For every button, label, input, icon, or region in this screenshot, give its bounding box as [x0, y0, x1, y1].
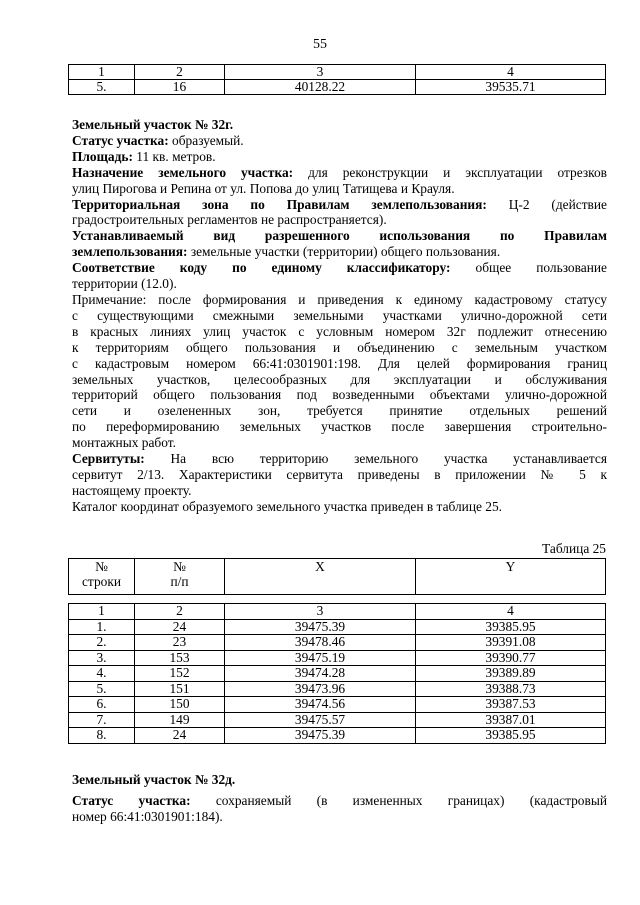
label: Площадь:	[72, 148, 133, 164]
header-text: Y	[505, 559, 516, 574]
table-cell: 150	[135, 697, 225, 713]
value: образуемый.	[168, 132, 244, 148]
table-cell: 6.	[69, 697, 135, 713]
table-cell: 5.	[69, 80, 135, 95]
header-text: строки	[81, 574, 122, 589]
label: Назначение земельного участка:	[72, 164, 294, 180]
table-cell: 4	[416, 604, 606, 620]
table-cell: 151	[135, 681, 225, 697]
table-row	[69, 635, 606, 651]
table-cell: 7.	[69, 712, 135, 728]
servitude-line-2: сервитут 2/13. Характеристики сервитута приведены в приложении № 5 к	[72, 466, 607, 482]
value: На всю территорию земельного участка устанавливается	[144, 451, 607, 467]
table-cell: 1	[69, 65, 135, 80]
value: 11 кв. метров.	[132, 148, 216, 164]
note-line: территорий общего пользования под возведенными объектами улично-дорожной	[72, 387, 607, 403]
table-cell: 1	[69, 604, 135, 620]
note-line: в красных линиях улиц участок с условным номером 32г подлежит отнесению	[72, 323, 607, 339]
table25-header	[68, 558, 606, 595]
table-cell: 3	[225, 604, 416, 620]
status-line-2: номер 66:41:0301901:184).	[72, 808, 223, 824]
label: Статус участка:	[72, 792, 191, 808]
table-row	[69, 697, 606, 713]
table-cell: 2.	[69, 635, 135, 651]
table-cell: 39389.89	[416, 666, 606, 682]
table-cell: 39475.39	[225, 728, 416, 744]
purpose-line	[72, 165, 607, 181]
table-cell: 39390.77	[416, 650, 606, 666]
use-label-line: Устанавливаемый вид разрешенного использования по Правилам	[72, 228, 607, 244]
table-cell: 39474.56	[225, 697, 416, 713]
table-cell: 40128.22	[225, 80, 416, 95]
continued-table	[68, 64, 606, 95]
table-cell: 39387.01	[416, 712, 606, 728]
code-line	[72, 260, 607, 276]
header-text: №	[95, 559, 108, 574]
table-cell: 4	[416, 65, 606, 80]
note-line: по переформированию земельных участков после завершения строительно-	[72, 419, 607, 435]
table-cell: 24	[135, 619, 225, 635]
note-line: с кадастровым номером 66:41:0301901:198. Для целей формирования границ	[72, 355, 607, 371]
table-cell: 3	[225, 65, 416, 80]
zone-line	[72, 197, 607, 213]
table-cell: 149	[135, 712, 225, 728]
servitude-line	[72, 451, 607, 467]
table-row	[69, 619, 606, 635]
table-caption: Таблица 25	[542, 541, 606, 556]
page-number: 55	[313, 37, 327, 52]
table-cell: 39474.28	[225, 666, 416, 682]
header-text: X	[315, 559, 325, 574]
table-index-row	[69, 604, 606, 620]
table-cell: 2	[135, 65, 225, 80]
status-line	[72, 793, 607, 809]
table-cell: 8.	[69, 728, 135, 744]
status-line	[72, 133, 607, 149]
plot-32g-section	[72, 117, 607, 515]
table-row	[69, 681, 606, 697]
table-cell: 39387.53	[416, 697, 606, 713]
table-cell: 152	[135, 666, 225, 682]
table-cell: 39385.95	[416, 728, 606, 744]
plot-32d-section	[72, 772, 607, 825]
table-cell: 3.	[69, 650, 135, 666]
table-cell: 16	[135, 80, 225, 95]
header-cell-x	[225, 559, 416, 595]
label: землепользования:	[72, 244, 188, 260]
table-cell: 153	[135, 650, 225, 666]
header-text: №	[173, 559, 186, 574]
table-cell: 1.	[69, 619, 135, 635]
table-cell: 2	[135, 604, 225, 620]
label: Статус участка:	[72, 132, 169, 148]
header-cell-row-number	[69, 559, 135, 595]
plot-title: Земельный участок № 32г.	[72, 117, 234, 132]
note-line: Примечание: после формирования и приведения к единому кадастровому статусу	[72, 291, 607, 307]
label: Соответствие коду по единому классификатору:	[72, 260, 451, 276]
table-cell: 4.	[69, 666, 135, 682]
table-row	[69, 728, 606, 744]
note-line: к территориям общего пользования и объединению с земельным участком	[72, 339, 607, 355]
table-cell: 24	[135, 728, 225, 744]
table-row	[69, 80, 606, 95]
use-line	[72, 244, 607, 260]
value: общее пользование	[450, 260, 607, 276]
area-line	[72, 149, 607, 165]
table-cell: 39535.71	[416, 80, 606, 95]
table-row	[69, 666, 606, 682]
table-cell: 39478.46	[225, 635, 416, 651]
note-line: сети и озелененных зон, требуется принятие отдельных решений	[72, 403, 607, 419]
table-cell: 5.	[69, 681, 135, 697]
label: Сервитуты:	[72, 451, 145, 467]
plot-title: Земельный участок № 32д.	[72, 772, 236, 787]
table-header-row	[69, 65, 606, 80]
table-row	[69, 712, 606, 728]
table-header-row	[69, 559, 606, 595]
table-cell: 39475.19	[225, 650, 416, 666]
note-line: земельных участков, целесообразных для эксплуатации и обслуживания	[72, 371, 607, 387]
value: сохраняемый (в измененных границах) (кадастровый	[190, 792, 607, 808]
header-text: п/п	[170, 574, 189, 589]
zone-line-2: градостроительных регламентов не распространяется).	[72, 212, 387, 228]
catalog-line: Каталог координат образуемого земельного участка приведен в таблице 25.	[72, 498, 503, 514]
label: Территориальная зона по Правилам землепользования:	[72, 196, 487, 212]
table-cell: 39385.95	[416, 619, 606, 635]
note-line: с существующими смежными земельными участками улично-дорожной сети	[72, 307, 607, 323]
value: для реконструкции и эксплуатации отрезков	[293, 164, 607, 180]
purpose-line-2: улиц Пирогова и Репина от ул. Попова до улиц Татищева и Крауля.	[72, 180, 455, 196]
table-cell: 39388.73	[416, 681, 606, 697]
servitude-line-3: настоящему проекту.	[72, 482, 192, 498]
table-cell: 23	[135, 635, 225, 651]
value: земельные участки (территории) общего пользования.	[187, 244, 501, 260]
header-cell-item-number	[135, 559, 225, 595]
header-cell-y	[416, 559, 606, 595]
table-cell: 39475.39	[225, 619, 416, 635]
table25-body	[68, 603, 606, 744]
note-line: монтажных работ.	[72, 435, 176, 451]
table-cell: 39473.96	[225, 681, 416, 697]
table-cell: 39475.57	[225, 712, 416, 728]
value: Ц-2 (действие	[486, 196, 607, 212]
code-line-2: территории (12.0).	[72, 276, 177, 292]
table-row	[69, 650, 606, 666]
table-cell: 39391.08	[416, 635, 606, 651]
